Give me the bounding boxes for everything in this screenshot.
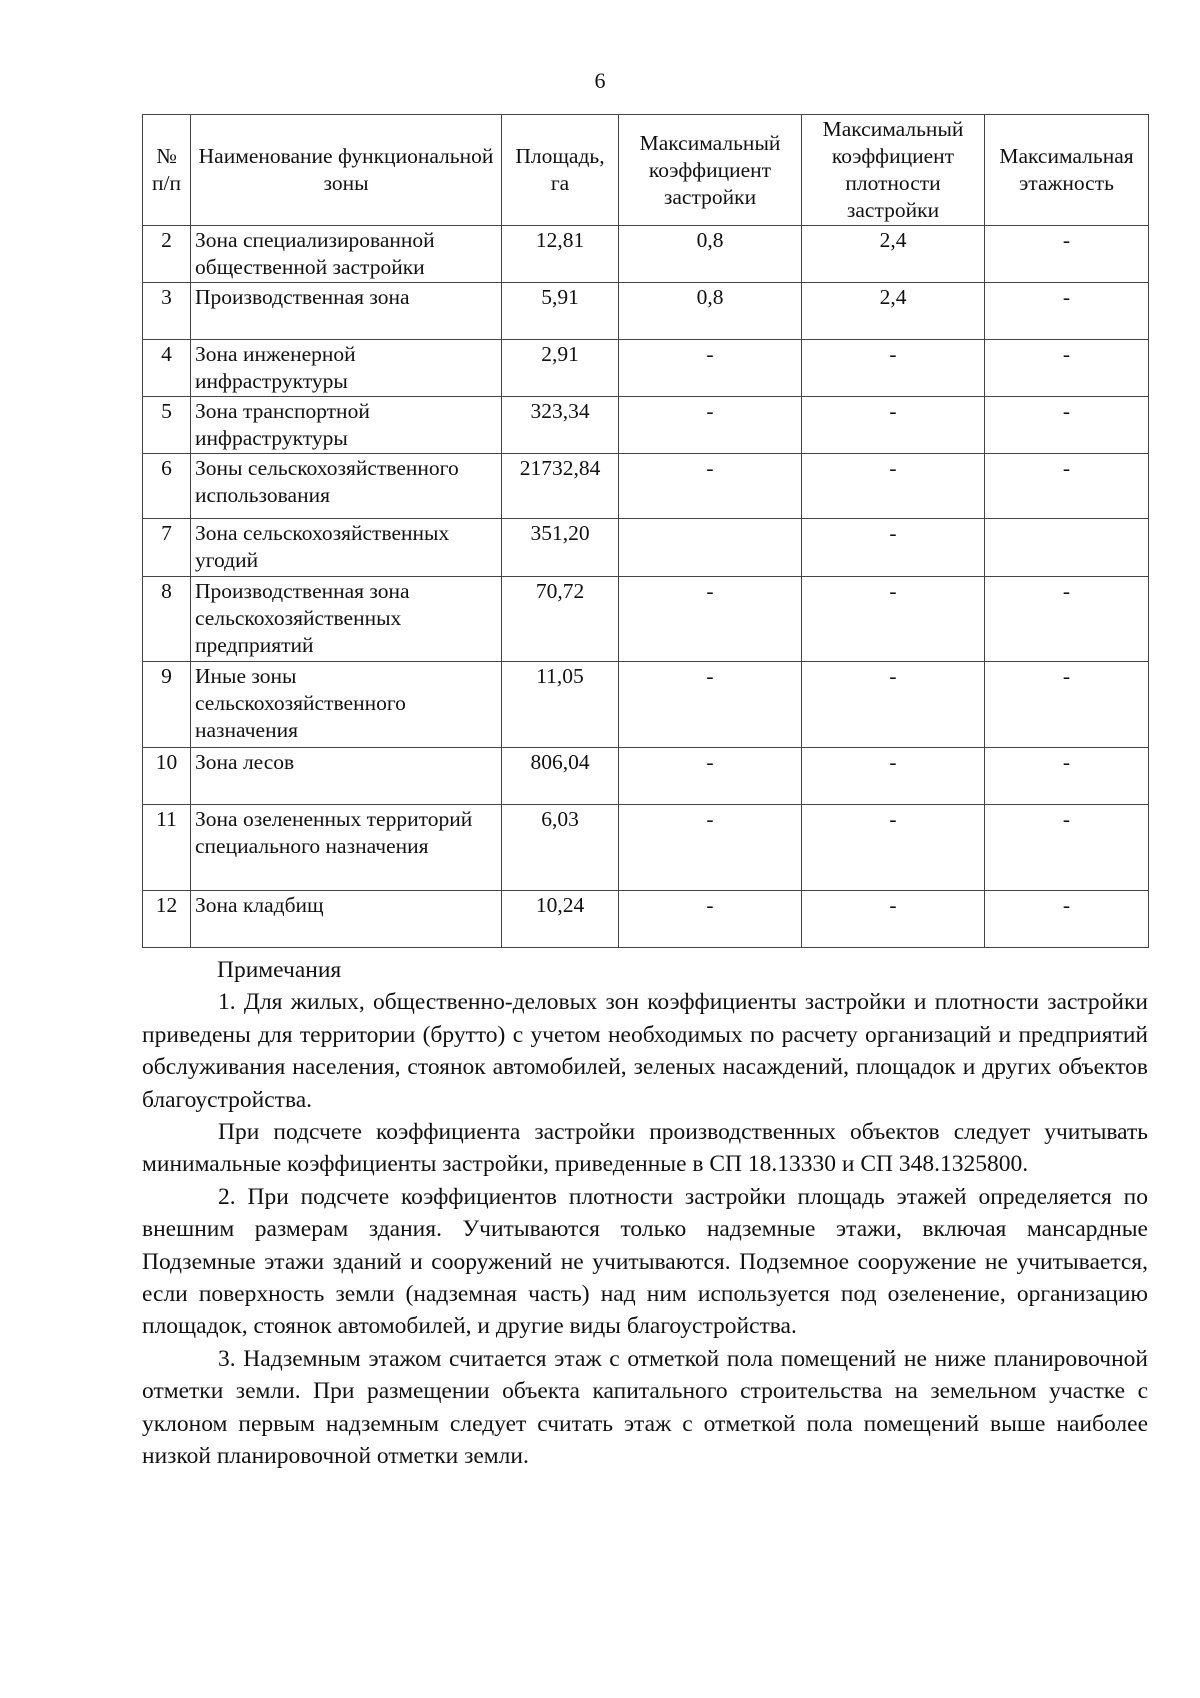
note-paragraph-1: 1. Для жилых, общественно-деловых зон коэффициенты застройки и плотности застройки приведены для территории (брутто) с учетом необходимых по расчету организаций и предприятий обслуживания населения, стоянок автомобилей, зеленых насаждений, площадок и других объектов благоустройства. (142, 989, 1148, 1113)
page-number: 6 (594, 68, 606, 93)
cell-density: - (802, 519, 985, 577)
cell-floors: - (985, 397, 1149, 454)
zones-table (142, 114, 1149, 948)
cell-area: 21732,84 (502, 454, 619, 519)
cell-density: - (802, 577, 985, 662)
cell-floors: - (985, 577, 1149, 662)
cell-area: 351,20 (502, 519, 619, 577)
cell-density: - (802, 805, 985, 891)
cell-area: 70,72 (502, 577, 619, 662)
cell-zone-name: Зона сельскохозяйственных угодий (191, 519, 502, 577)
cell-number: 2 (143, 226, 191, 283)
cell-number: 11 (143, 805, 191, 891)
cell-area: 12,81 (502, 226, 619, 283)
cell-coverage: - (619, 891, 802, 948)
cell-coverage: 0,8 (619, 283, 802, 340)
header-max-coverage: Максимальный коэффициент застройки (619, 115, 802, 226)
note-paragraph-3: 3. Надземным этажом считается этаж с отметкой пола помещений не ниже планировочной отметки земли. При размещении объекта капитального строительства на земельном участке с уклоном первым надземным следует считать этаж с отметкой пола помещений выше наиболее низкой планировочной отметки земли. (142, 1345, 1148, 1470)
cell-number: 4 (143, 340, 191, 397)
table-row (143, 397, 1149, 454)
cell-number: 7 (143, 519, 191, 577)
header-number: № п/п (143, 115, 191, 226)
cell-coverage: - (619, 454, 802, 519)
cell-floors: - (985, 748, 1149, 805)
table-header-row (143, 115, 1149, 226)
cell-floors: - (985, 662, 1149, 748)
table-row (143, 226, 1149, 283)
table-row (143, 577, 1149, 662)
notes-title: Примечания (217, 957, 342, 983)
header-max-floors: Максимальная этажность (985, 115, 1149, 226)
cell-area: 6,03 (502, 805, 619, 891)
cell-zone-name: Иные зоны сельскохозяйственного назначения (191, 662, 502, 748)
cell-coverage: - (619, 805, 802, 891)
table-row (143, 805, 1149, 891)
cell-number: 5 (143, 397, 191, 454)
cell-floors: - (985, 226, 1149, 283)
cell-density: - (802, 340, 985, 397)
cell-floors (985, 519, 1149, 577)
cell-zone-name: Зоны сельскохозяйственного использования (191, 454, 502, 519)
table-row (143, 891, 1149, 948)
cell-number: 9 (143, 662, 191, 748)
cell-number: 6 (143, 454, 191, 519)
cell-coverage (619, 519, 802, 577)
cell-zone-name: Производственная зона сельскохозяйственных предприятий (191, 577, 502, 662)
cell-floors: - (985, 340, 1149, 397)
cell-coverage: - (619, 748, 802, 805)
cell-area: 10,24 (502, 891, 619, 948)
note-paragraph-2: 2. При подсчете коэффициентов плотности застройки площадь этажей определяется по внешним размерам здания. Учитываются только надземные этажи, включая мансардные Подземные этажи зданий и сооружений не учитываются. Подземное сооружение не учитывается, если поверхность земли (надземная часть) над ним используется под озеленение, организацию площадок, стоянок автомобилей, и другие виды благоустройства. (142, 1183, 1148, 1340)
cell-area: 2,91 (502, 340, 619, 397)
cell-coverage: - (619, 397, 802, 454)
cell-number: 8 (143, 577, 191, 662)
table-row (143, 283, 1149, 340)
cell-density: - (802, 891, 985, 948)
cell-density: - (802, 748, 985, 805)
cell-zone-name: Зона озелененных территорий специального назначения (191, 805, 502, 891)
header-area: Площадь, га (502, 115, 619, 226)
cell-density: - (802, 662, 985, 748)
cell-zone-name: Зона кладбищ (191, 891, 502, 948)
cell-coverage: 0,8 (619, 226, 802, 283)
cell-floors: - (985, 805, 1149, 891)
cell-area: 11,05 (502, 662, 619, 748)
cell-number: 12 (143, 891, 191, 948)
cell-zone-name: Производственная зона (191, 283, 502, 340)
cell-zone-name: Зона инженерной инфраструктуры (191, 340, 502, 397)
cell-area: 5,91 (502, 283, 619, 340)
cell-density: 2,4 (802, 226, 985, 283)
cell-zone-name: Зона специализированной общественной застройки (191, 226, 502, 283)
cell-density: 2,4 (802, 283, 985, 340)
cell-number: 10 (143, 748, 191, 805)
cell-area: 323,34 (502, 397, 619, 454)
cell-area: 806,04 (502, 748, 619, 805)
cell-coverage: - (619, 662, 802, 748)
cell-density: - (802, 454, 985, 519)
cell-floors: - (985, 891, 1149, 948)
table-row (143, 454, 1149, 519)
cell-coverage: - (619, 577, 802, 662)
table-row (143, 662, 1149, 748)
table-row (143, 748, 1149, 805)
cell-zone-name: Зона транспортной инфраструктуры (191, 397, 502, 454)
cell-coverage: - (619, 340, 802, 397)
cell-density: - (802, 397, 985, 454)
header-max-density: Максимальный коэффициент плотности застройки (802, 115, 985, 226)
cell-number: 3 (143, 283, 191, 340)
notes-section (142, 954, 1148, 1473)
header-zone-name: Наименование функциональной зоны (191, 115, 502, 226)
table-row (143, 519, 1149, 577)
cell-floors: - (985, 454, 1149, 519)
cell-zone-name: Зона лесов (191, 748, 502, 805)
table-row (143, 340, 1149, 397)
note-paragraph-1-continued: При подсчете коэффициента застройки производственных объектов следует учитывать минимальные коэффициенты застройки, приведенные в СП 18.13330 и СП 348.1325800. (142, 1119, 1148, 1178)
cell-floors: - (985, 283, 1149, 340)
